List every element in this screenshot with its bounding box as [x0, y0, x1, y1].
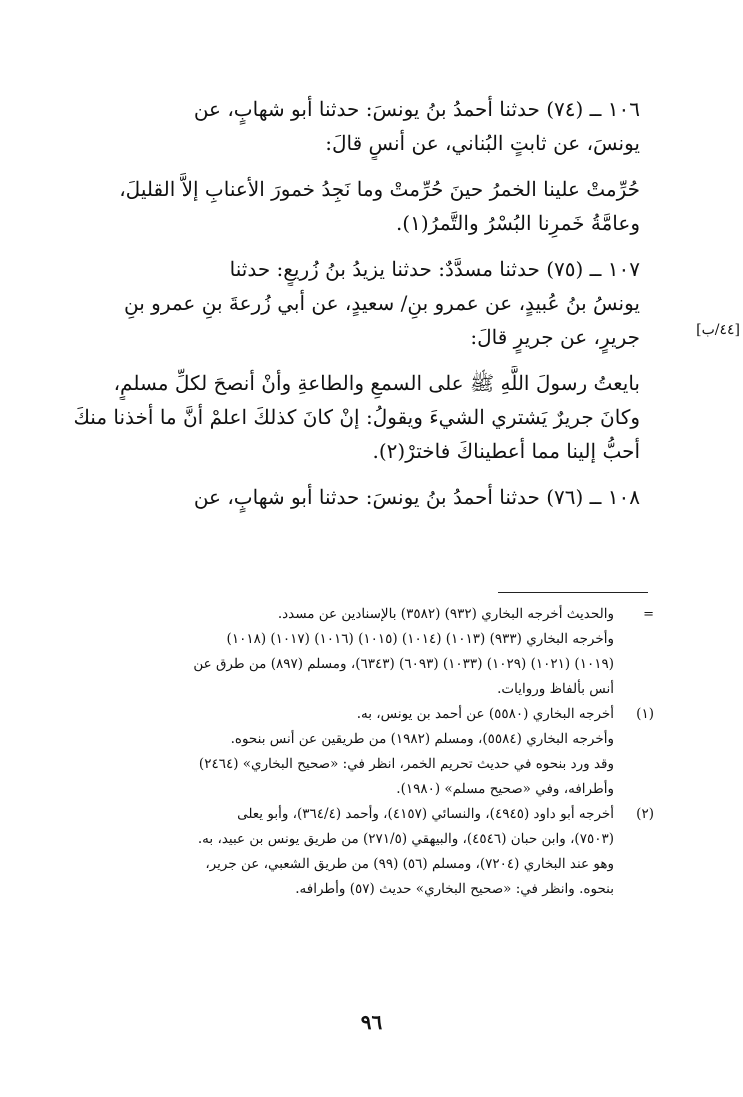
text-line: ١٠٦ ــ (٧٤) حدثنا أحمدُ بنُ يونسَ: حدثنا أبو شهابٍ، عن	[193, 97, 640, 121]
text-line: وعامَّةُ خَمرِنا البُسْرُ والتَّمرُ(١).	[395, 211, 640, 235]
page-number: ٩٦	[360, 1010, 383, 1034]
text-line: بايعتُ رسولَ اللَّهِ ﷺ على السمعِ والطاعةِ وأنْ أنصحَ لكلِّ مسلمٍ،	[113, 371, 640, 395]
footnote-line: وأطرافه، وفي «صحيح مسلم» (١٩٨٠).	[396, 781, 614, 797]
hadith-107-isnad	[66, 252, 640, 354]
footnote-1	[60, 702, 654, 802]
hadith-107-matn	[66, 366, 640, 468]
footnote-separator	[498, 592, 648, 593]
footnote-line: (١٠١٩) (١٠٢١) (١٠٢٩) (١٠٣٣) (٦٠٩٣) (٦٣٤٣)، ومسلم (٨٩٧) من طرق عن	[193, 656, 614, 672]
footnote-line: بنحوه. وانظر في: «صحيح البخاري» حديث (٥٧) وأطرافه.	[295, 881, 614, 897]
margin-folio-note: [٤٤/ب]	[696, 322, 740, 338]
text-line: أحبُّ إلينا مما أعطيناكَ فاخترْ(٢).	[372, 439, 640, 463]
footnote-line: أنس بألفاظ وروايات.	[497, 681, 614, 697]
text-line: يونسَ، عن ثابتٍ البُناني، عن أنسٍ قالَ:	[325, 131, 640, 155]
footnote-line: أخرجه البخاري (٥٥٨٠) عن أحمد بن يونس، به.	[356, 706, 614, 722]
footnote-line: وأخرجه البخاري (٥٥٨٤)، ومسلم (١٩٨٢) من طريقين عن أنس بنحوه.	[230, 731, 614, 747]
continuation-mark: =	[643, 607, 654, 622]
main-text	[66, 92, 640, 514]
footnote-line: وقد ورد بنحوه في حديث تحريم الخمر، انظر في: «صحيح البخاري» (٢٤٦٤)	[198, 756, 614, 772]
hadith-108-isnad	[66, 480, 640, 514]
footnote-continuation	[60, 602, 654, 702]
text-line: وكانَ جريرٌ يَشتري الشيءَ ويقولُ: إنْ كانَ كذلكَ اعلمْ أنَّ ما أخذنا منكَ	[73, 405, 640, 429]
text-line: يونسُ بنُ عُبيدٍ، عن عمرو بنِ/ سعيدٍ، عن أبي زُرعةَ بنِ عمرو بنِ	[124, 291, 640, 315]
text-line: حُرِّمتْ علينا الخمرُ حينَ حُرِّمتْ وما نَجِدُ خمورَ الأعنابِ إلاَّ القليلَ،	[119, 177, 640, 201]
footnote-line: وأخرجه البخاري (٩٣٣) (١٠١٣) (١٠١٤) (١٠١٥) (١٠١٦) (١٠١٧) (١٠١٨)	[226, 631, 614, 647]
footnotes	[60, 602, 654, 902]
text-line: ١٠٨ ــ (٧٦) حدثنا أحمدُ بنُ يونسَ: حدثنا أبو شهابٍ، عن	[193, 485, 640, 509]
footnote-line: (٧٥٠٣)، وابن حبان (٤٥٤٦)، والبيهقي (٢٧١/٥) من طريق يونس بن عبيد، به.	[197, 831, 614, 847]
footnote-number: (٢)	[636, 806, 654, 822]
hadith-106-isnad	[66, 92, 640, 160]
footnote-line: وهو عند البخاري (٧٢٠٤)، ومسلم (٥٦) (٩٩) من طريق الشعبي، عن جرير،	[205, 856, 614, 872]
footnote-line: والحديث أخرجه البخاري (٩٣٢) (٣٥٨٢) بالإسنادين عن مسدد.	[277, 606, 614, 622]
footnote-number: (١)	[636, 706, 654, 722]
text-line: جريرٍ، عن جريرٍ قالَ:	[470, 325, 640, 349]
hadith-106-matn	[66, 172, 640, 240]
footnote-line: أخرجه أبو داود (٤٩٤٥)، والنسائي (٤١٥٧)، وأحمد (٣٦٤/٤)، وأبو يعلى	[237, 806, 614, 822]
text-line: ١٠٧ ــ (٧٥) حدثنا مسدَّدٌ: حدثنا يزيدُ بنُ زُريعٍ: حدثنا	[229, 257, 640, 281]
footnote-2	[60, 802, 654, 902]
